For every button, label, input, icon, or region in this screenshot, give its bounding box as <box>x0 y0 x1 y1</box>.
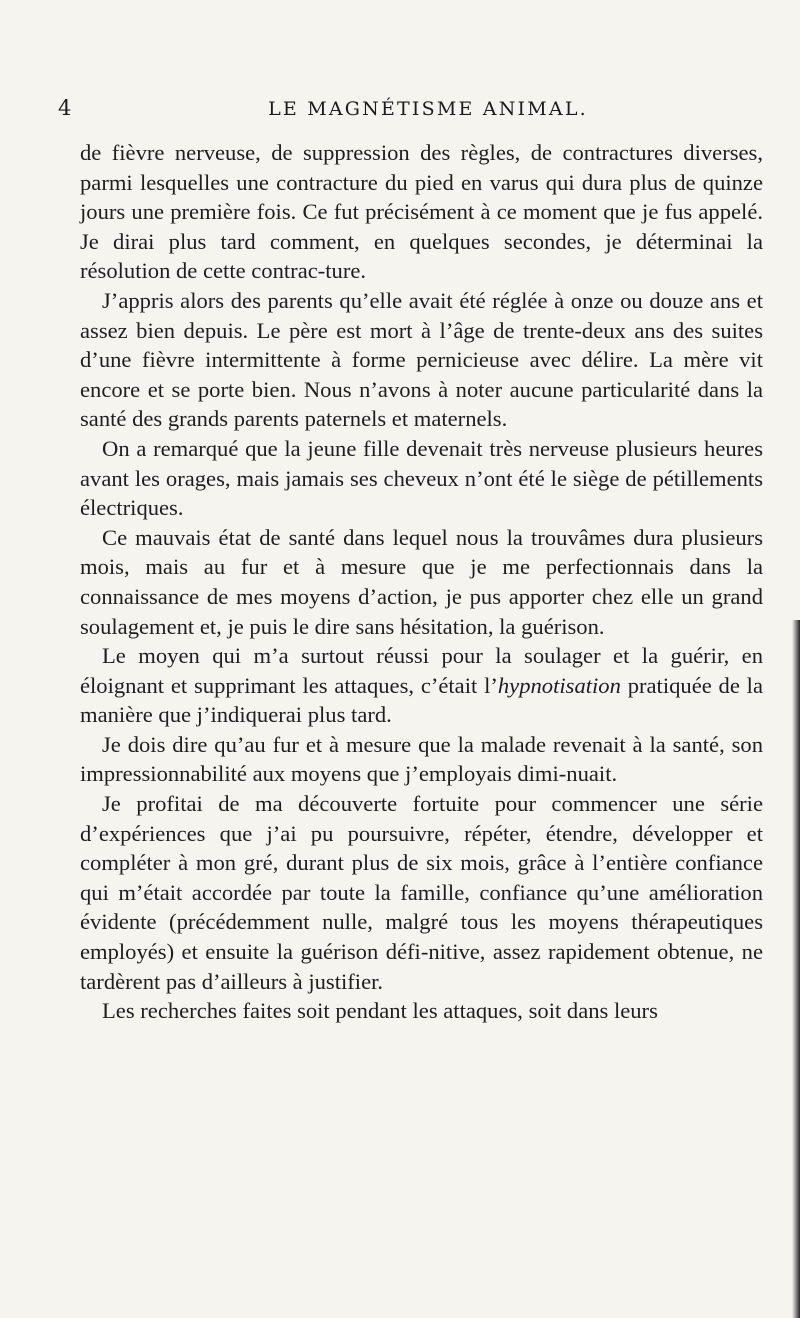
page-header <box>58 96 758 126</box>
page-number: 4 <box>58 96 72 120</box>
paragraph: Les recherches faites soit pendant les attaques, soit dans leurs <box>102 998 658 1024</box>
italic-term: hypnotisation <box>497 672 621 698</box>
running-head: LE MAGNÉTISME ANIMAL. <box>268 98 588 120</box>
page-binding-shadow <box>792 620 800 1318</box>
paragraph: Je dois dire qu’au fur et à mesure que la malade revenait à la santé, son impressionnabilité aux moyens que j’employais dimi-nuait. <box>80 731 763 787</box>
paragraph-text: Le moyen qui m’a surtout réussi pour la soulager et la guérir, en éloignant et supprimant les attaques, c’était l’ <box>80 643 763 698</box>
paragraph: On a remarqué que la jeune fille devenait très nerveuse plusieurs heures avant les orages, mais jamais ses cheveux n’ont été le siège de pétillements électriques. <box>80 435 763 521</box>
body-text <box>80 138 763 1026</box>
paragraph: Je profitai de ma découverte fortuite pour commencer une série d’expériences que j’ai pu poursuivre, répéter, étendre, développer et compléter à mon gré, durant plus de six mois, grâce à l’entière confiance qui m’était accordée par toute la famille, confiance qu’une amélioration évidente (précédemment nulle, malgré tous les moyens thérapeutiques employés) et ensuite la guérison défi-nitive, assez rapidement obtenue, ne tardèrent pas d’ailleurs à justifier. <box>80 791 763 994</box>
paragraph-text: pratiquée de la manière que j’indiquerai plus tard. <box>80 672 763 728</box>
paragraph: de fièvre nerveuse, de suppression des règles, de contractures diverses, parmi lesquelles une contracture du pied en varus qui dura plus de quinze jours une première fois. Ce fut précisément à ce moment que je fus appelé. Je dirai plus tard comment, en quelques secondes, je déterminai la résolution de cette contrac-ture. <box>80 140 763 284</box>
paragraph: Ce mauvais état de santé dans lequel nous la trouvâmes dura plusieurs mois, mais au fur et à mesure que je me perfectionnais dans la connaissance de mes moyens d’action, je pus apporter chez elle un grand soulagement et, je puis le dire sans hésitation, la guérison. <box>80 524 763 639</box>
paragraph <box>80 641 763 730</box>
paragraph: J’appris alors des parents qu’elle avait été réglée à onze ou douze ans et assez bien depuis. Le père est mort à l’âge de trente-deux ans des suites d’une fièvre intermittente à forme pernicieuse avec délire. La mère vit encore et se porte bien. Nous n’avons à noter aucune particularité dans la santé des grands parents paternels et maternels. <box>80 287 763 432</box>
